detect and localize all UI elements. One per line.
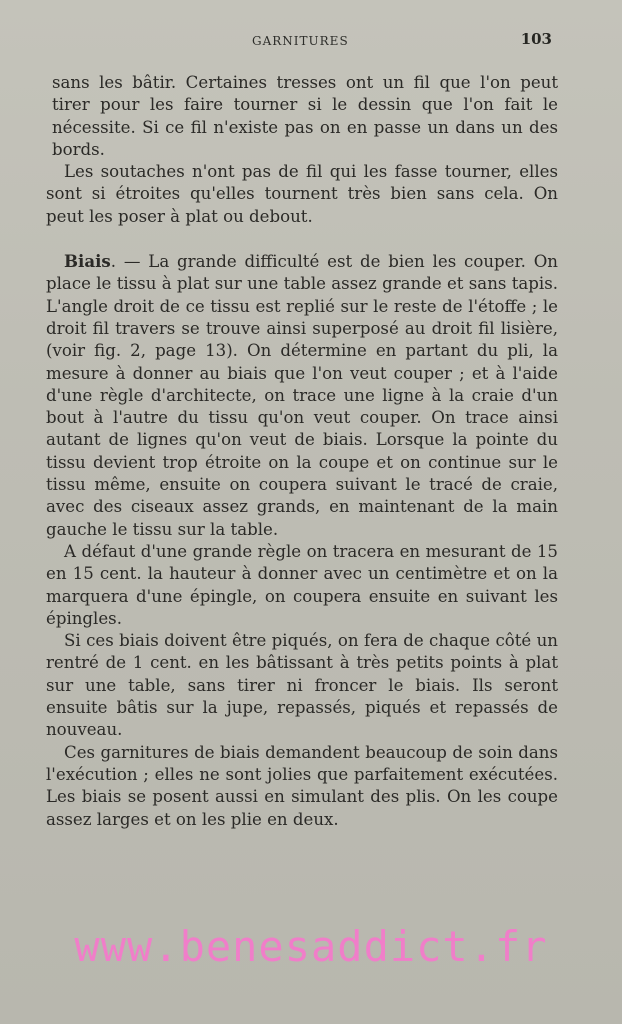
paragraph-soutaches: Les soutaches n'ont pas de fil qui les fasse tourner, elles sont si étroites qu'elles tournent très bien sans cela. On peut les poser à plat ou debout.: [46, 162, 558, 226]
paragraph-biais: Biais. — La grande difficulté est de bien les couper. On place le tissu à plat sur une table assez grande et sans tapis. L'angle droit de ce tissu est replié sur le reste de l'étoffe ; le droit fil travers se trouve ainsi superposé au droit fil lisière, (voir fig. 2, page 13). On détermine en partant du pli, la mesure à donner au biais que l'on veut couper ; et à l'aide d'une règle d'architecte, on trace une ligne à la craie d'un bout à l'autre du tissu qu'on veut couper. On trace ainsi autant de lignes qu'on veut de biais. Lorsque la pointe du tissu devient trop étroite on la coupe et on continue sur le tissu même, ensuite on coupera suivant le tracé de craie, avec des ciseaux assez grands, en maintenant de la main gauche le tissu sur la table.: [46, 251, 558, 539]
body-text: [46, 72, 558, 831]
page-number: 103: [520, 30, 552, 48]
section-lead-biais: Biais: [64, 251, 111, 272]
paragraph-piques: Si ces biais doivent être piqués, on fera de chaque côté un rentré de 1 cent. en les bâtissant à très petits points à plat sur une table, sans tirer ni froncer le biais. Ils seront ensuite bâtis sur la jupe, repassés, piqués et repassés de nouveau.: [46, 631, 558, 740]
paragraph-regle: A défaut d'une grande règle on tracera en mesurant de 15 en 15 cent. la hauteur à donner avec un centimètre et on la marquera d'une épingle, on coupera ensuite en suivant les épingles.: [46, 541, 558, 628]
running-title: GARNITURES: [252, 34, 349, 48]
page-header: [0, 30, 622, 54]
watermark: www.benesaddict.fr: [74, 922, 548, 971]
paragraph-garnitures: Ces garnitures de biais demandent beaucoup de soin dans l'exécution ; elles ne sont jolies que parfaitement exécutées. Les biais se posent aussi en simulant des plis. On les coupe assez larges et on les plie en deux.: [46, 742, 558, 829]
paragraph-continuation: sans les bâtir. Certaines tresses ont un fil que l'on peut tirer pour les faire tourner si le dessin que l'on fait le nécessite. Si ce fil n'existe pas on en passe un dans un des bords.: [52, 73, 558, 159]
